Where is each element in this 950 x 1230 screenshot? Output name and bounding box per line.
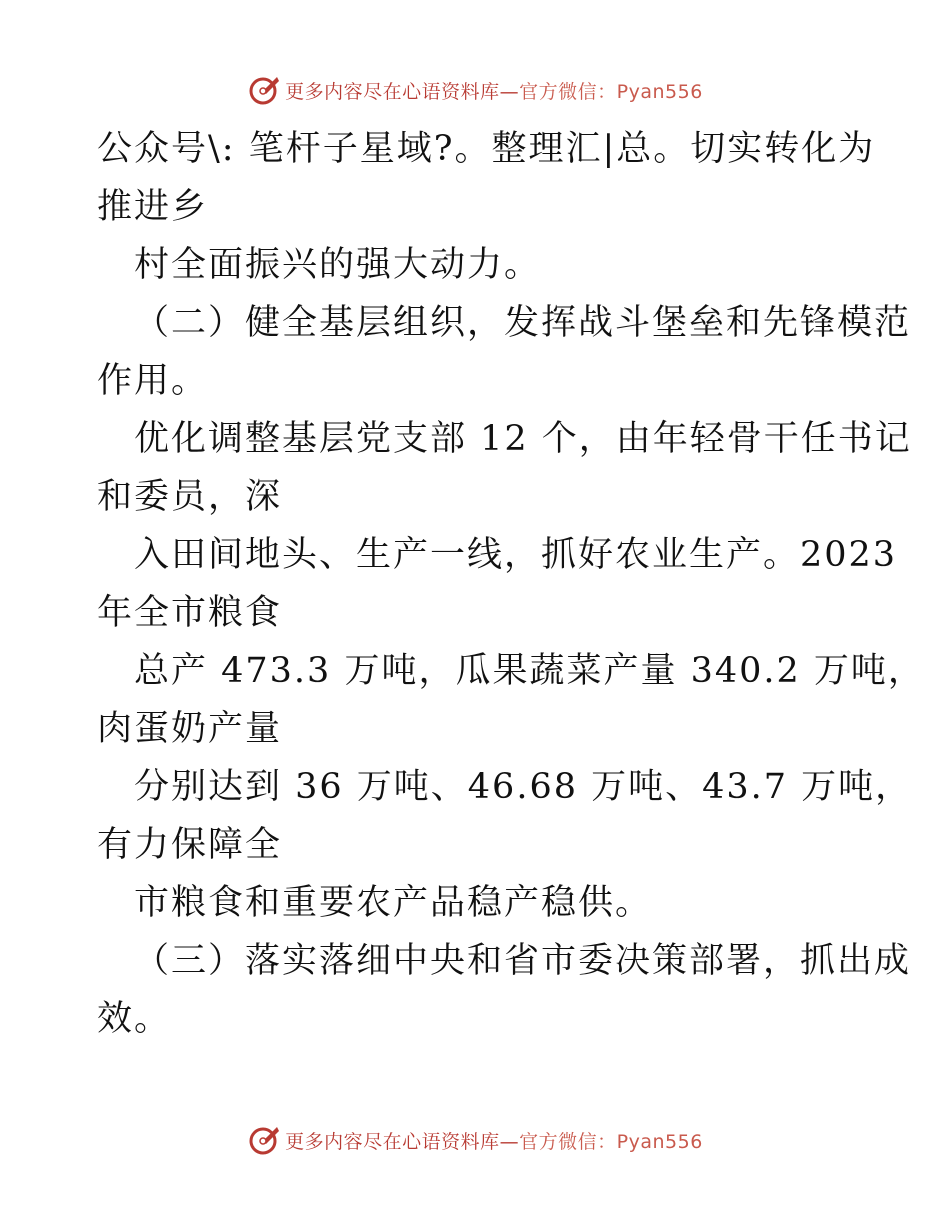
pen-nib-logo-icon [247, 73, 281, 107]
text-line: 入田间地头、生产一线，抓好农业生产。2023 [134, 535, 898, 575]
document-body [97, 120, 925, 1048]
text-line: 作用。 [97, 361, 209, 401]
section-heading: （二）健全基层组织，发挥战斗堡垒和先锋模范 [134, 303, 912, 343]
banner-contact-text: 官方微信：Pyan556 [519, 1130, 703, 1153]
text-line: 效。 [97, 999, 172, 1039]
text-line: 村全面振兴的强大动力。 [134, 245, 542, 285]
text-line: 肉蛋奶产量 [97, 709, 283, 749]
banner-separator: — [499, 1130, 520, 1153]
text-line: 优化调整基层党支部 12 个，由年轻骨干任书记 [134, 419, 912, 459]
banner-separator: — [499, 80, 520, 103]
text-line: 和委员，深 [97, 477, 283, 517]
section-heading: （三）落实落细中央和省市委决策部署，抓出成 [134, 941, 912, 981]
text-line: 总产 473.3 万吨，瓜果蔬菜产量 340.2 万吨， [134, 651, 925, 691]
banner-main-text: 更多内容尽在心语资料库 [285, 80, 500, 103]
header-watermark-banner [0, 70, 950, 110]
footer-watermark-banner [0, 1120, 950, 1160]
text-line: 公众号\: 笔杆子星域?。整理汇|总。切实转化为 [97, 129, 876, 169]
text-line: 有力保障全 [97, 825, 283, 865]
banner-text [285, 1127, 703, 1154]
banner-contact-text: 官方微信：Pyan556 [519, 80, 703, 103]
text-line: 推进乡 [97, 187, 209, 227]
banner-text [285, 77, 703, 104]
banner-main-text: 更多内容尽在心语资料库 [285, 1130, 500, 1153]
text-line: 市粮食和重要农产品稳产稳供。 [134, 883, 653, 923]
text-line: 分别达到 36 万吨、46.68 万吨、43.7 万吨， [134, 767, 913, 807]
text-line: 年全市粮食 [97, 593, 283, 633]
pen-nib-logo-icon [247, 1123, 281, 1157]
